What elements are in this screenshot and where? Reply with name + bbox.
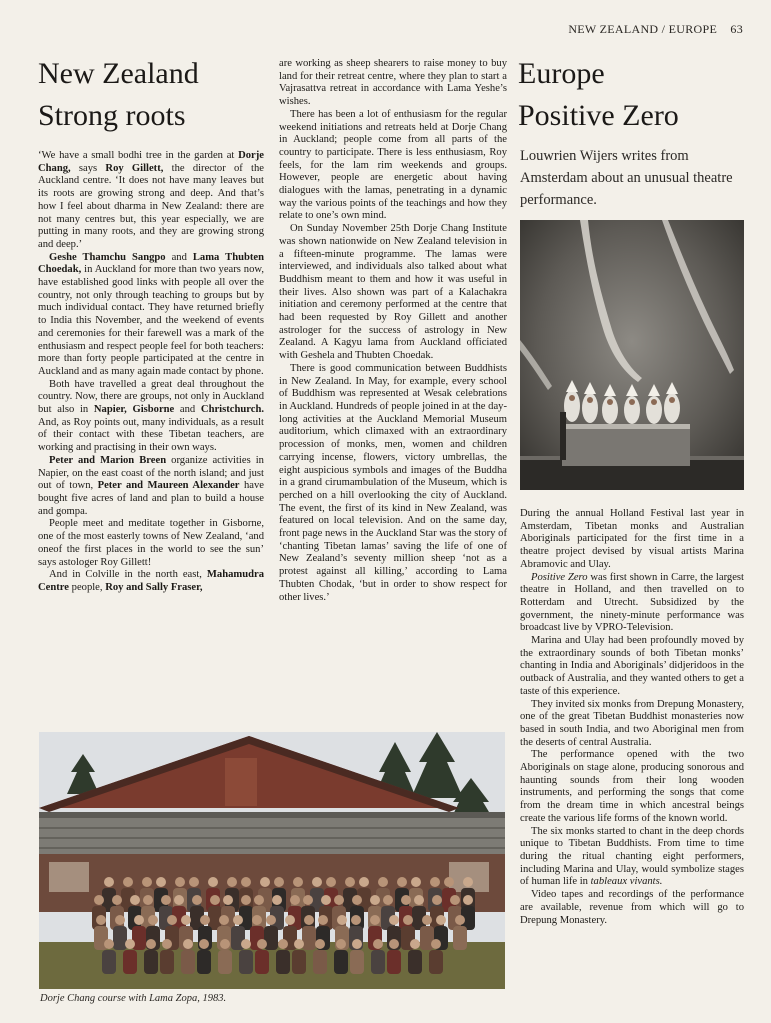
crowd-person-head — [463, 895, 473, 905]
theatre-performance-photo — [520, 220, 744, 490]
crowd-person-head — [411, 877, 421, 887]
article-paragraph: The six monks started to chant in the deep chords unique to Tibetan Buddhists. From time to time during the ritual chanting eight performers, including Marina and Ulay, would symbolize stages of human life in tableaux vivants. — [520, 825, 744, 888]
crowd-person-head — [134, 915, 144, 925]
crowd-person-head — [219, 915, 229, 925]
crowd-person-head — [293, 877, 303, 887]
crowd-person-head — [199, 939, 209, 949]
article-paragraph: The performance opened with the two Aboriginals on stage alone, producing sonorous and haunting sounds from their long wooden instruments, and performing the songs that come from the dream time in which ancestral beings create the various life forms of the known world. — [520, 749, 744, 824]
crowd-person-head — [94, 895, 104, 905]
crowd-person-head — [233, 915, 243, 925]
crowd-person-head — [227, 877, 237, 887]
crowd-person-head — [303, 895, 313, 905]
crowd-person-body — [371, 950, 385, 974]
crowd-person-head — [414, 895, 424, 905]
crowd-person-head — [450, 895, 460, 905]
crowd-figures — [92, 877, 475, 974]
crowd-person-body — [276, 950, 290, 974]
crowd-person-head — [431, 939, 441, 949]
crowd-person-head — [175, 877, 185, 887]
article-paragraph: During the annual Holland Festival last year in Amsterdam, Tibetan monks and Australian Aboriginals participated for the first time in a theatre project devised by visual artists Marina Abramovic and Ulay. — [520, 508, 744, 570]
bold-name: Lama Thubten Choedak, — [38, 251, 265, 276]
italic-title: tableaux vivants. — [590, 876, 663, 888]
crowd-person-body — [197, 950, 211, 974]
crowd-person-head — [162, 939, 172, 949]
crowd-person-head — [143, 895, 153, 905]
bold-name: Peter and Marion Breen — [49, 454, 167, 466]
bold-name: Christchurch. — [200, 404, 264, 416]
crowd-person-head — [352, 895, 362, 905]
crowd-person-head — [337, 915, 347, 925]
europe-standfirst: Louwrien Wijers writes from Amsterdam about an unusual theatre performance. — [520, 148, 733, 208]
crowd-person-head — [370, 915, 380, 925]
crowd-person-head — [278, 939, 288, 949]
bold-name: Peter and Maureen Alexander — [97, 480, 240, 492]
crowd-person-head — [401, 895, 411, 905]
crowd-person-head — [432, 895, 442, 905]
article-paragraph: Both have travelled a great deal throughout the country. Now, there are groups, not only in Auckland but also in Napier, Gisborne and Christchurch. And, as Roy points out, many individuals, as a result of their contact with these Tibetan teachers, are working and practising in their own ways. — [38, 378, 264, 454]
bold-name: Napier, Gisborne — [93, 404, 175, 416]
crowd-person-head — [274, 877, 284, 887]
crowd-person-head — [104, 939, 114, 949]
crowd-person-head — [383, 895, 393, 905]
crowd-person-head — [312, 877, 322, 887]
crowd-person-head — [104, 877, 114, 887]
article-paragraph: On Sunday November 25th Dorje Chang Institute was shown nationwide on New Zealand television in a fifteen-minute programme. The lamas were interviewed, and individuals also talked about what Buddhism meant to them and how it was useful in their lives. Also shown was part of a Kalachakra initiation and ceremony performed at the centre that had been requested by Roy Gillett and another astrologer for the success of astrology in New Zealand. A Kagyu lama from Auckland officiated with Geshela and Thubten Choedak. — [279, 223, 507, 362]
crowd-person-body — [181, 950, 195, 974]
crowd-person-head — [208, 877, 218, 887]
crowd-person-head — [241, 877, 251, 887]
crowd-person-head — [370, 895, 380, 905]
crowd-person-head — [315, 939, 325, 949]
europe-headline — [518, 53, 679, 137]
crowd-person-body — [429, 950, 443, 974]
crowd-person-head — [403, 915, 413, 925]
europe-headline-line2: Positive Zero — [518, 99, 679, 132]
crowd-person-head — [389, 915, 399, 925]
article-paragraph: They invited six monks from Drepung Monastery, one of the great Tibetan Buddhist monasteries now based in south India, and two Aboriginal men from the deserts of central Australia. — [520, 698, 744, 748]
europe-article-column — [520, 508, 744, 927]
crowd-person-body — [144, 950, 158, 974]
crowd-person-head — [321, 895, 331, 905]
crowd-person-head — [252, 915, 262, 925]
bold-name: Geshe Thamchu Sangpo — [49, 251, 166, 263]
group-course-photo — [39, 732, 505, 989]
crowd-person-head — [210, 895, 220, 905]
crowd-person-head — [183, 939, 193, 949]
crowd-person-head — [220, 939, 230, 949]
crowd-person-head — [148, 915, 158, 925]
crowd-person-head — [161, 895, 171, 905]
crowd-person-head — [352, 939, 362, 949]
crowd-person-head — [241, 939, 251, 949]
crowd-person-body — [302, 926, 316, 950]
crowd-person-head — [223, 895, 233, 905]
crowd-person-head — [336, 939, 346, 949]
theatre-photo-illustration — [520, 220, 744, 490]
nz-article-column-1 — [38, 150, 264, 595]
crowd-person-head — [294, 939, 304, 949]
article-paragraph: There has been a lot of enthusiasm for the regular weekend initiations and retreats held at Dorje Chang in Auckland; people come from all parts of the country to participate. There is less enthusiasm, Roy feels, for the lam rim weekends and groups. However, people are energetic about having dialogues with the lamas, penetrating in a dynamic way the various points of the teachings and how they relate to one’s own mind. — [279, 108, 507, 222]
crowd-person-head — [189, 877, 199, 887]
crowd-person-body — [123, 950, 137, 974]
article-paragraph: Geshe Thamchu Sangpo and Lama Thubten Choedak, in Auckland for more than two years now, have established good links with people all over the country, not only through teaching to groups but by much individual contact. They have returned briefly to India this November, and the weekend of events and ceremonies for their farewell was a mark of the enthusiasm and respect people feel for both teachers: more than forty people participated at the centre in Auckland and as many again made contact by phone. — [38, 251, 265, 377]
crowd-person-head — [318, 915, 328, 925]
article-paragraph: And in Colville in the north east, Mahamudra Centre people, Roy and Sally Fraser, — [38, 569, 264, 593]
crowd-person-body — [408, 950, 422, 974]
section-label: NEW ZEALAND / EUROPE — [568, 22, 718, 36]
nz-article-column-2 — [279, 58, 507, 604]
crowd-person-head — [123, 877, 133, 887]
crowd-person-head — [200, 915, 210, 925]
crowd-person-head — [373, 939, 383, 949]
crowd-person-head — [351, 915, 361, 925]
article-paragraph: ‘We have a small bodhi tree in the garden at Dorje Chang, says Roy Gillett, the director of the Auckland centre. ‘It does not have many leaves but its roots are growing strong and deep. And that’s how I feel about dharma in New Zealand: there are not many centres but, this year especially, we are putting in many roots, and they are growing strong and deep.’ — [38, 150, 264, 250]
crowd-person-head — [334, 895, 344, 905]
crowd-person-head — [345, 877, 355, 887]
crowd-person-head — [304, 915, 314, 925]
crowd-person-body — [160, 950, 174, 974]
crowd-person-body — [334, 950, 348, 974]
crowd-person-body — [387, 950, 401, 974]
bold-name: Mahamudra Centre — [38, 569, 264, 593]
article-paragraph: are working as sheep shearers to raise money to buy land for their retreat centre, where they plan to start a Vajrasattva retreat in accordance with Lama Yeshe’s wishes. — [279, 58, 507, 108]
crowd-person-head — [257, 939, 267, 949]
article-paragraph: People meet and meditate together in Gisborne, one of the most easterly towns of New Zealand, ‘and oneof the first places in the world to see the sun’ says astologer Roy Gillett! — [38, 518, 264, 568]
bold-name: Roy and Sally Fraser, — [105, 581, 203, 593]
running-head — [558, 22, 743, 37]
crowd-person-head — [444, 877, 454, 887]
nz-headline-line2: Strong roots — [38, 99, 186, 132]
crowd-person-head — [455, 915, 465, 925]
crowd-person-head — [146, 939, 156, 949]
crowd-person-head — [272, 895, 282, 905]
crowd-person-head — [142, 877, 152, 887]
crowd-person-head — [167, 915, 177, 925]
europe-headline-line1: Europe — [518, 57, 605, 90]
article-paragraph: Marina and Ulay had been profoundly moved by the extraordinary sounds of both Tibetan monks’ chanting in India and Aboriginals’ didjeridoos in the outback of Australia, and they wanted others to get a taste of this experience. — [520, 635, 744, 697]
article-paragraph: Positive Zero was first shown in Carre, the largest theatre in Holland, and then travelled on to Rotterdam and Utrecht. Subsidized by the government, the ninety-minute performance was broadcast live by VPRO-Television. — [520, 571, 744, 634]
crowd-person-head — [241, 895, 251, 905]
nz-headline-line1: New Zealand — [38, 57, 199, 90]
crowd-person-head — [174, 895, 184, 905]
crowd-person-head — [410, 939, 420, 949]
crowd-person-head — [397, 877, 407, 887]
crowd-person-head — [254, 895, 264, 905]
crowd-person-head — [181, 915, 191, 925]
crowd-person-head — [463, 877, 473, 887]
crowd-person-body — [453, 926, 467, 950]
crowd-person-body — [218, 950, 232, 974]
article-paragraph: Peter and Marion Breen organize activities in Napier, on the east coast of the north island; and just out of town, Peter and Maureen Alexander have bought five acres of land and plan to build a house and gompa. — [38, 454, 264, 517]
crowd-person-body — [239, 950, 253, 974]
italic-title: Positive Zero — [531, 571, 588, 583]
crowd-person-head — [326, 877, 336, 887]
crowd-person-head — [389, 939, 399, 949]
crowd-person-head — [125, 939, 135, 949]
group-photo-illustration — [39, 732, 505, 989]
crowd-person-body — [313, 950, 327, 974]
crowd-person-body — [350, 950, 364, 974]
crowd-person-head — [130, 895, 140, 905]
bold-name: Roy Gillett, — [105, 162, 164, 174]
crowd-person-head — [285, 915, 295, 925]
crowd-person-head — [156, 877, 166, 887]
crowd-person-head — [96, 915, 106, 925]
crowd-person-head — [112, 895, 122, 905]
crowd-person-head — [359, 877, 369, 887]
crowd-person-body — [113, 926, 127, 950]
crowd-person-head — [422, 915, 432, 925]
article-paragraph: There is good communication between Buddhists in New Zealand. In May, for example, every school of Buddhism was represented at Wesak celebrations in Auckland. Hundreds of people joined in at the day-long activities at the Auckland Memorial Museum auditorium, which climaxed with an extraordinary procession of monks, men, women and children carrying incense, flowers, victory umbrellas, the eight auspicious symbols and images of the Buddha in a grand cirumambulation of the Museum, which is perched on a hill overlooking the city of Auckland. The event, the first of its kind in New Zealand, was featured on local television. And on the same day, front page news in the Auckland Star was the story of ‘chanting Tibetan lamas’ saving the life of one of New Zealand’s seventy million sheep ‘not as a protest against all killing,’ according to Lama Thubten Chodak, ‘but in order to show respect for other lives.’ — [279, 362, 507, 603]
crowd-person-head — [290, 895, 300, 905]
nz-headline — [38, 53, 199, 137]
crowd-person-head — [115, 915, 125, 925]
group-photo-caption: Dorje Chang course with Lama Zopa, 1983. — [40, 993, 227, 1004]
crowd-person-body — [102, 950, 116, 974]
crowd-person-body — [255, 950, 269, 974]
crowd-person-head — [260, 877, 270, 887]
crowd-person-head — [378, 877, 388, 887]
crowd-person-head — [436, 915, 446, 925]
bold-name: Dorje Chang, — [38, 150, 264, 174]
page-number: 63 — [730, 22, 743, 36]
crowd-person-head — [430, 877, 440, 887]
crowd-person-head — [266, 915, 276, 925]
article-paragraph: Video tapes and recordings of the performance are available, revenue from which will go to Drepung Monastery. — [520, 889, 744, 926]
crowd-person-body — [292, 950, 306, 974]
crowd-person-head — [192, 895, 202, 905]
